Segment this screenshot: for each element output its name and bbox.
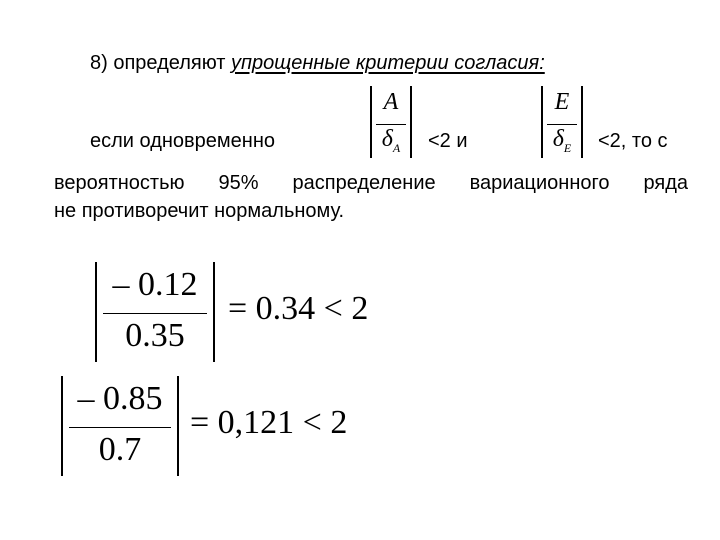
denominator-subscript: E	[563, 140, 572, 155]
abs-bar-left	[541, 86, 543, 158]
calc2-numerator: – 0.85	[77, 380, 163, 417]
calc2-abs-fraction	[61, 376, 179, 476]
calc2-fraction-line	[69, 427, 171, 428]
conclusion-line-1: вероятностью 95% распределение вариационного ряда	[54, 172, 688, 194]
condition-lt2-then-with: <2, то с	[598, 130, 668, 152]
denominator-subscript: A	[392, 140, 401, 155]
calc1-result: = 0.34 < 2	[228, 290, 369, 327]
calc1-numerator: – 0.12	[112, 266, 198, 303]
fraction-line	[547, 124, 577, 125]
heading-underlined-term: упрощенные критерии согласия:	[231, 52, 545, 74]
calc1-denominator: 0.35	[125, 317, 185, 354]
fraction-line	[376, 124, 406, 125]
fraction-denominator: $\delta_A$	[381, 126, 401, 155]
calc2-result: = 0,121 < 2	[190, 404, 348, 441]
abs-bar-right	[410, 86, 412, 158]
calc1-fraction-line	[103, 313, 207, 314]
calc1-abs-fraction	[95, 262, 215, 362]
heading-prefix: 8) определяют	[90, 52, 232, 74]
abs-bar-left	[61, 376, 63, 476]
conclusion-line-2: не противоречит нормальному.	[54, 200, 345, 222]
abs-bar-right	[581, 86, 583, 158]
abs-fraction-A-over-deltaA	[370, 86, 412, 158]
heading-line	[90, 52, 545, 75]
abs-bar-right	[213, 262, 215, 362]
condition-lt2-and: <2 и	[428, 130, 468, 152]
calc2-denominator: 0.7	[98, 431, 142, 468]
abs-bar-left	[370, 86, 372, 158]
abs-fraction-E-over-deltaE	[541, 86, 583, 158]
abs-bar-left	[95, 262, 97, 362]
fraction-numerator: A	[383, 89, 399, 115]
condition-if-text: если одновременно	[90, 130, 275, 152]
fraction-numerator: E	[554, 89, 570, 115]
abs-bar-right	[177, 376, 179, 476]
fraction-denominator: $\delta_E$	[552, 126, 572, 155]
